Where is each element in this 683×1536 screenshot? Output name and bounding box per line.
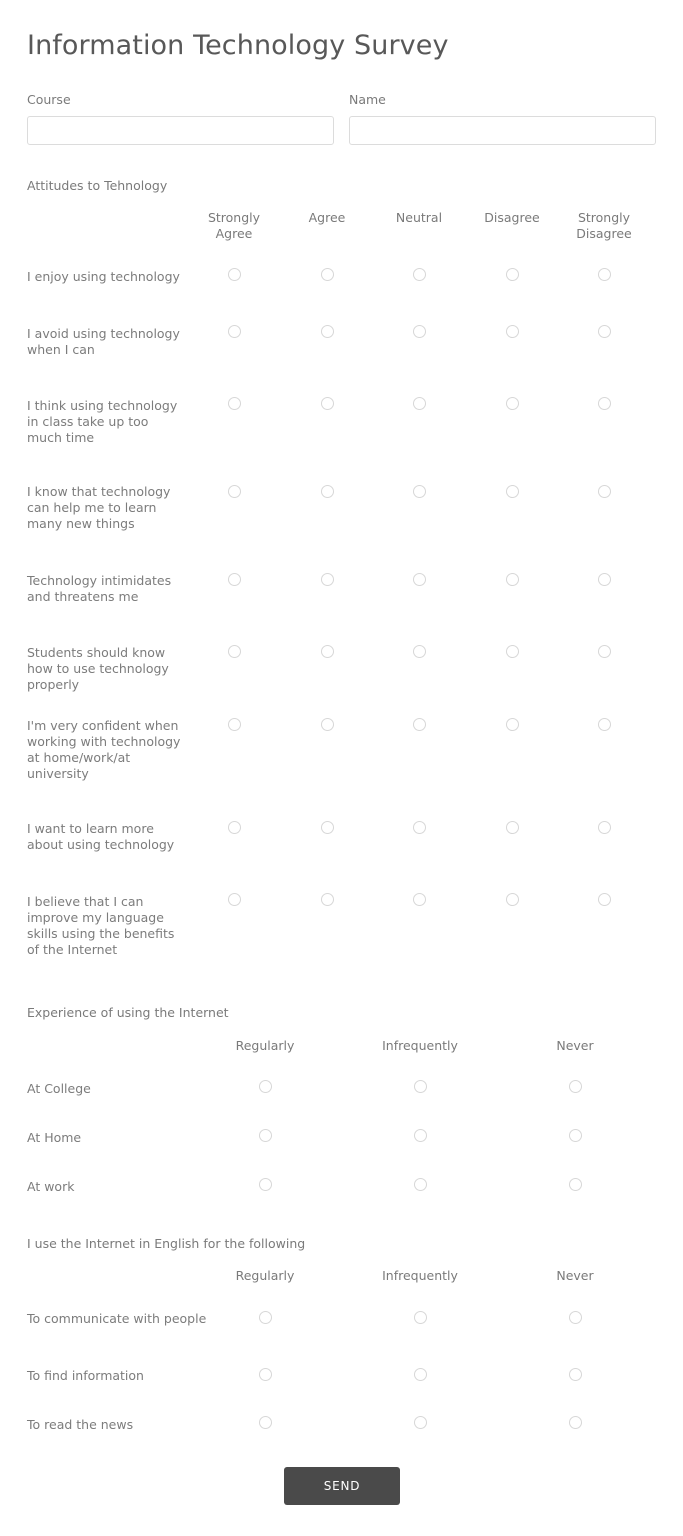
radio-option[interactable] [413,573,426,586]
radio-option[interactable] [506,268,519,281]
radio-option[interactable] [321,893,334,906]
section-title: I use the Internet in English for the following [27,1236,306,1251]
radio-option[interactable] [598,645,611,658]
radio-option[interactable] [413,893,426,906]
row-label: I enjoy using technology [27,269,180,284]
column-header: Never [556,1268,594,1283]
radio-option[interactable] [598,718,611,731]
radio-option[interactable] [413,397,426,410]
row-label: I'm very confident when working with technology at home/work/at university [27,718,181,781]
radio-option[interactable] [321,573,334,586]
column-header: Infrequently [382,1038,458,1053]
row-label: At work [27,1179,75,1194]
radio-option[interactable] [569,1416,582,1429]
column-header: Disagree [484,210,540,225]
radio-option[interactable] [228,718,241,731]
radio-option[interactable] [321,645,334,658]
radio-option[interactable] [321,325,334,338]
radio-option[interactable] [414,1178,427,1191]
radio-option[interactable] [321,718,334,731]
radio-option[interactable] [321,268,334,281]
radio-option[interactable] [598,325,611,338]
radio-option[interactable] [321,821,334,834]
row-label: Students should know how to use technology properly [27,645,169,692]
radio-option[interactable] [506,718,519,731]
row-label: At College [27,1081,91,1096]
radio-option[interactable] [414,1311,427,1324]
radio-option[interactable] [506,485,519,498]
radio-option[interactable] [228,893,241,906]
column-header: Infrequently [382,1268,458,1283]
radio-option[interactable] [259,1416,272,1429]
row-label: To find information [27,1368,144,1383]
radio-option[interactable] [506,397,519,410]
radio-option[interactable] [506,645,519,658]
name-field-group [349,92,656,145]
radio-option[interactable] [569,1080,582,1093]
radio-option[interactable] [414,1368,427,1381]
column-header: Regularly [235,1268,295,1283]
radio-option[interactable] [413,268,426,281]
row-label: To read the news [27,1417,134,1432]
radio-option[interactable] [414,1416,427,1429]
radio-option[interactable] [413,718,426,731]
radio-option[interactable] [259,1311,272,1324]
radio-option[interactable] [506,893,519,906]
radio-option[interactable] [598,893,611,906]
name-input[interactable] [349,116,656,145]
column-header: Never [556,1038,594,1053]
radio-option[interactable] [598,573,611,586]
radio-option[interactable] [413,325,426,338]
column-header: Strongly Agree [207,210,261,241]
radio-option[interactable] [228,645,241,658]
radio-option[interactable] [414,1129,427,1142]
column-header: Regularly [235,1038,295,1053]
column-header: Neutral [395,210,443,225]
radio-option[interactable] [228,485,241,498]
name-label: Name [349,92,386,107]
radio-option[interactable] [506,325,519,338]
radio-option[interactable] [259,1368,272,1381]
radio-option[interactable] [598,485,611,498]
column-header: Agree [308,210,346,225]
radio-option[interactable] [569,1129,582,1142]
course-field-group [27,92,334,145]
radio-option[interactable] [569,1178,582,1191]
row-label: To communicate with people [27,1311,207,1326]
radio-option[interactable] [414,1080,427,1093]
radio-option[interactable] [413,645,426,658]
radio-option[interactable] [259,1178,272,1191]
radio-option[interactable] [228,397,241,410]
radio-option[interactable] [259,1080,272,1093]
radio-option[interactable] [598,821,611,834]
radio-option[interactable] [228,573,241,586]
radio-option[interactable] [321,485,334,498]
column-header: Strongly Disagree [576,210,632,241]
row-label: I know that technology can help me to learn many new things [27,484,171,531]
radio-option[interactable] [569,1368,582,1381]
section-title: Attitudes to Tehnology [27,178,168,193]
section-title: Experience of using the Internet [27,1005,229,1020]
row-label: I think using technology in class take up too much time [27,398,178,445]
row-label: At Home [27,1130,82,1145]
row-label: I believe that I can improve my language skills using the benefits of the Internet [27,894,175,957]
radio-option[interactable] [569,1311,582,1324]
row-label: Technology intimidates and threatens me [27,573,172,604]
radio-option[interactable] [259,1129,272,1142]
radio-option[interactable] [228,268,241,281]
send-button[interactable]: SEND [284,1467,400,1505]
row-label: I want to learn more about using technology [27,821,175,852]
radio-option[interactable] [228,325,241,338]
page-title: Information Technology Survey [27,30,449,61]
radio-option[interactable] [598,268,611,281]
row-label: I avoid using technology when I can [27,326,180,357]
radio-option[interactable] [228,821,241,834]
course-label: Course [27,92,71,107]
radio-option[interactable] [506,573,519,586]
radio-option[interactable] [413,821,426,834]
radio-option[interactable] [598,397,611,410]
radio-option[interactable] [413,485,426,498]
course-input[interactable] [27,116,334,145]
radio-option[interactable] [321,397,334,410]
radio-option[interactable] [506,821,519,834]
